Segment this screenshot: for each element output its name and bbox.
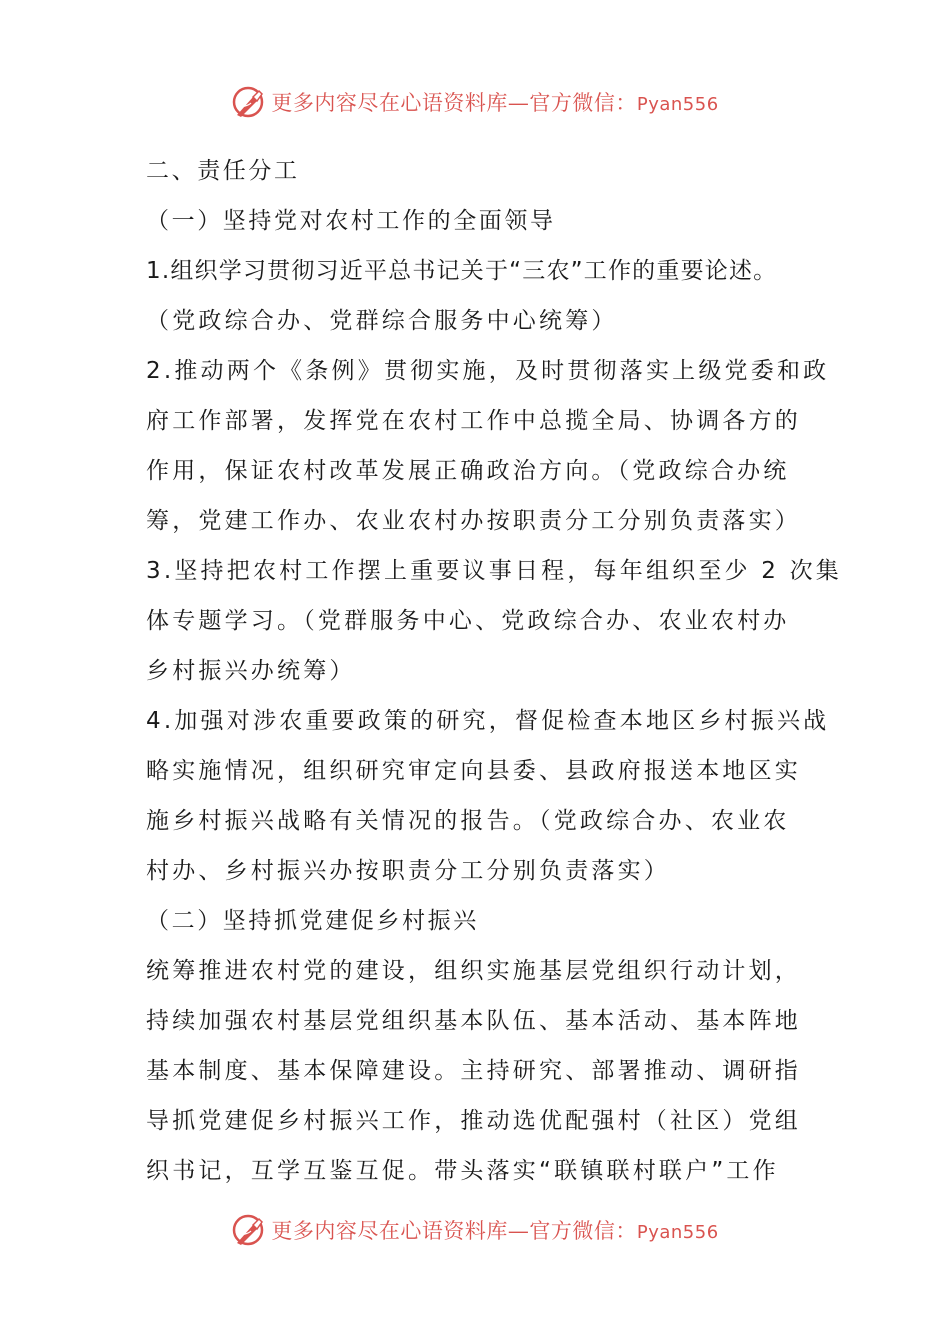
paragraph-line: 村办、乡村振兴办按职责分工分别负责落实） [146,858,670,884]
section-title: 二、责任分工 [146,158,300,184]
pen-nib-logo-icon [231,1213,265,1247]
paragraph-line: 2.推动两个《条例》贯彻实施，及时贯彻落实上级党委和政 [146,358,830,384]
document-body [146,146,842,1196]
wechat-id: Pyan556 [636,94,719,115]
paragraph-line: 持续加强农村基层党组织基本队伍、基本活动、基本阵地 [146,1008,801,1034]
paragraph-line: 乡村振兴办统筹） [146,658,356,684]
paragraph-line: 施乡村振兴战略有关情况的报告。（党政综合办、农业农 [146,808,790,834]
subsection-heading-1: （一）坚持党对农村工作的全面领导 [146,208,556,234]
paragraph-line: 导抓党建促乡村振兴工作，推动选优配强村（社区）党组 [146,1108,801,1134]
paragraph-line: 4.加强对涉农重要政策的研究，督促检查本地区乡村振兴战 [146,708,830,734]
watermark-text: 更多内容尽在心语资料库—官方微信：Pyan556 [271,91,719,115]
pen-nib-logo-icon [231,85,265,119]
wechat-id: Pyan556 [636,1222,719,1243]
paragraph-line: 筹，党建工作办、农业农村办按职责分工分别负责落实） [146,508,801,534]
watermark-banner-top [0,82,950,122]
paragraph-line: 府工作部署，发挥党在农村工作中总揽全局、协调各方的 [146,408,801,434]
subsection-heading-2: （二）坚持抓党建促乡村振兴 [146,908,479,934]
paragraph-line: 1.组织学习贯彻习近平总书记关于“三农”工作的重要论述。 [146,258,778,284]
paragraph-line: 统筹推进农村党的建设，组织实施基层党组织行动计划， [146,958,801,984]
paragraph-line: 体专题学习。（党群服务中心、党政综合办、农业农村办 [146,608,790,634]
watermark-banner-bottom [0,1210,950,1250]
paragraph-line: 3.坚持把农村工作摆上重要议事日程，每年组织至少 2 次集 [146,558,842,584]
paragraph-line: 基本制度、基本保障建设。主持研究、部署推动、调研指 [146,1058,801,1084]
watermark-text: 更多内容尽在心语资料库—官方微信：Pyan556 [271,1219,719,1243]
paragraph-line: 作用，保证农村改革发展正确政治方向。（党政综合办统 [146,458,790,484]
paragraph-line: 织书记，互学互鉴互促。带头落实“联镇联村联户”工作 [146,1158,779,1184]
paragraph-line: （党政综合办、党群综合服务中心统筹） [146,308,618,334]
paragraph-line: 略实施情况，组织研究审定向县委、县政府报送本地区实 [146,758,801,784]
